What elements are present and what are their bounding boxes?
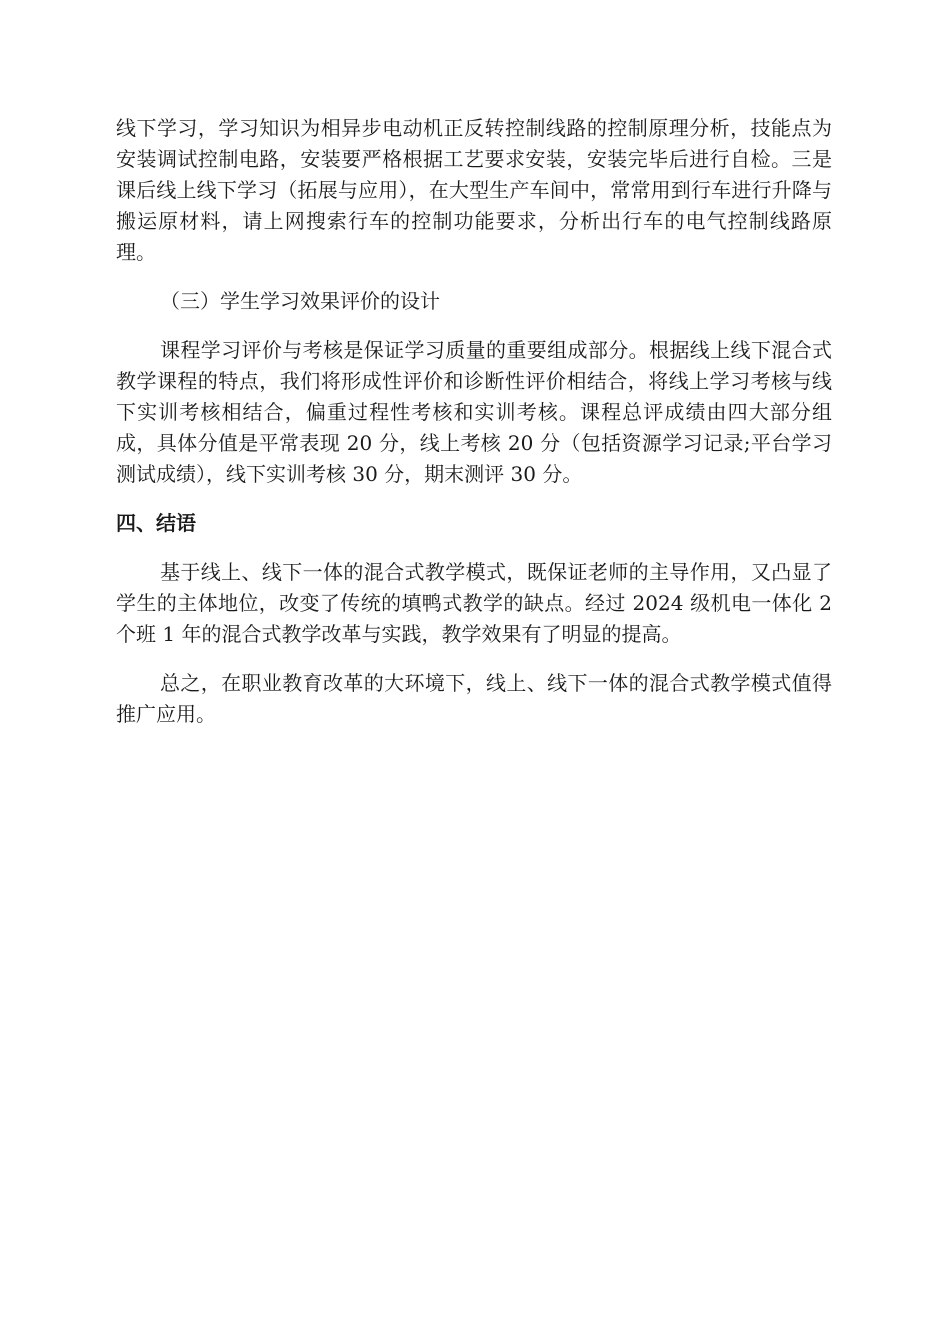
paragraph-evaluation: 课程学习评价与考核是保证学习质量的重要组成部分。根据线上线下混合式教学课程的特点，我们将形成性评价和诊断性评价相结合，将线上学习考核与线下实训考核相结合，偏重过程性考核和实训考核。课程总评成绩由四大部分组成，具体分值是平常表现 20 分，线上考核 20 分（包括资源学习记录;平台学习测试成绩），线下实训考核 30 分，期末测评 30 分。: [116, 338, 832, 486]
subheading-evaluation-design: （三）学生学习效果评价的设计: [160, 289, 440, 313]
paragraph-conclusion-2: 总之，在职业教育改革的大环境下，线上、线下一体的混合式教学模式值得推广应用。: [116, 671, 832, 726]
paragraph-online-offline-learning: 线下学习，学习知识为相异步电动机正反转控制线路的控制原理分析，技能点为安装调试控制电路，安装要严格根据工艺要求安装，安装完毕后进行自检。三是课后线上线下学习（拓展与应用），在大型生产车间中，常常用到行车进行升降与搬运原材料，请上网搜索行车的控制功能要求，分析出行车的电气控制线路原理。: [116, 116, 832, 264]
paragraph-conclusion-1: 基于线上、线下一体的混合式教学模式，既保证老师的主导作用，又凸显了学生的主体地位，改变了传统的填鸭式教学的缺点。经过 2024 级机电一体化 2 个班 1 年的混合式教学改革与实践，教学效果有了明显的提高。: [116, 560, 832, 646]
section-heading-conclusion: 四、结语: [116, 511, 196, 535]
document-page: [116, 113, 832, 748]
